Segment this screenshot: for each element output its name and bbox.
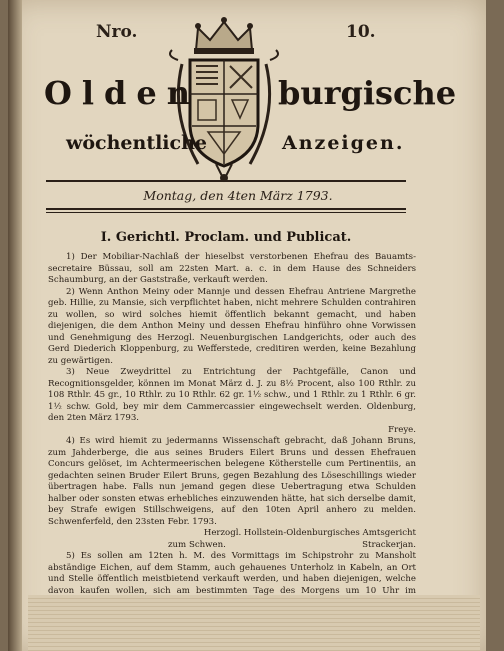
paragraph-5: 5) Es sollen am 12ten h. M. des Vormittags im Schipstrohr zu Mansholt abständige Eichen, auf dem Stamm, auch gehauenes Unterholz in Kabeln, an Ort und Stelle öffentlich meistbietend verkauft werden, und haben diejenigen, welche davon kaufen wollen, sich am bestimmten Tage des Morgens um 10 Uhr im xyxy=(48,551,416,596)
signature-court-place: zum Schwen. xyxy=(168,539,226,550)
issue-date: Montag, den 4ten März 1793. xyxy=(143,188,333,203)
signature-freye: Freye. xyxy=(388,424,416,435)
top-rule xyxy=(46,180,406,182)
masthead-subtitle-left: wöchentliche xyxy=(66,132,207,154)
stacked-page-edges xyxy=(28,595,480,651)
section-heading: I. Gerichtl. Proclam. und Publicat. xyxy=(100,230,352,245)
masthead-title-left: Olden xyxy=(44,74,201,112)
signature-court-line2 xyxy=(48,540,416,552)
newspaper-page xyxy=(8,0,486,651)
paragraph-3: 3) Neue Zweydrittel zu Entrichtung der Pachtgefälle, Canon und Recognitionsgelder, können im Monat März d. J. zu 8½ Procent, also 100 Rthlr. zu 108 Rthlr. 45 gr., 10 Rthlr. zu 10 Rthlr. 62 gr. 1½ schw., und 1 Rthlr. zu 1 Rthlr. 6 gr. 1½ schw. Gold, bey mir dem Cammercassier eingewechselt werden. Oldenburg, den 2ten März 1793. xyxy=(48,367,416,423)
book-gutter xyxy=(8,0,22,651)
paragraph-4: 4) Es wird hiemit zu jedermanns Wissenschaft gebracht, daß Johann Bruns, zum Jahderberge, die aus seines Bruders Eilert Bruns und dessen Ehefrauen Concurs gelöset, im Achtermeerischen belegene Kötherstelle cum Pertinentiis, an gedachten seinen Bruder Eilert Bruns, gegen Bezahlung des Löseschillings wieder übertragen habe. Falls nun jemand gegen diese Uebertragung etwa Schulden halber oder sonsten etwas erhebliches einzuwenden hätte, hat sich derselbe damit, bey Strafe ewigen Stillschweigens, auf den 10ten April anhero zu melden. Schwenferfeld, den 23sten Febr. 1793. xyxy=(48,436,416,527)
issue-number: 10. xyxy=(346,22,376,42)
date-rule xyxy=(46,208,406,210)
paragraph-2: 2) Wenn Anthon Meiny oder Mannje und dessen Ehefrau Antriene Margrethe geb. Hillie, zu Mansie, sich verpflichtet haben, nicht mehrere Schulden contrahiren zu wollen, so wird solches hiemit öffentlich bekannt gemacht, und haben diejenigen, die dem Anthon Meiny und dessen Ehefrau hinführo ohne Vorwissen und Genehmigung des Herzogl. Neuenburgischen Landgerichts, oder auch des Gerd Diederich Kloppenburg, zu Wefferstede, creditiren werden, keine Bezahlung zu gewärtigen. xyxy=(48,286,416,366)
paragraph-1: 1) Der Mobiliar-Nachlaß der hieselbst verstorbenen Ehefrau des Bauamts-secretaire Büssau, soll am 22sten Mart. a. c. in dem Hause des Schneiders Schaumburg, an der Gaststraße, verkauft werden. xyxy=(48,252,416,285)
signature-court: Herzogl. Hollstein-Oldenburgisches Amtsgericht xyxy=(203,528,416,538)
issue-label: Nro. xyxy=(96,22,138,42)
signature-court-name: Strackerjan. xyxy=(362,539,416,550)
date-rule-thin xyxy=(46,212,406,213)
masthead-title-right: burgische xyxy=(278,74,457,112)
masthead-subtitle-right: Anzeigen. xyxy=(282,132,405,154)
article-body xyxy=(48,252,416,620)
